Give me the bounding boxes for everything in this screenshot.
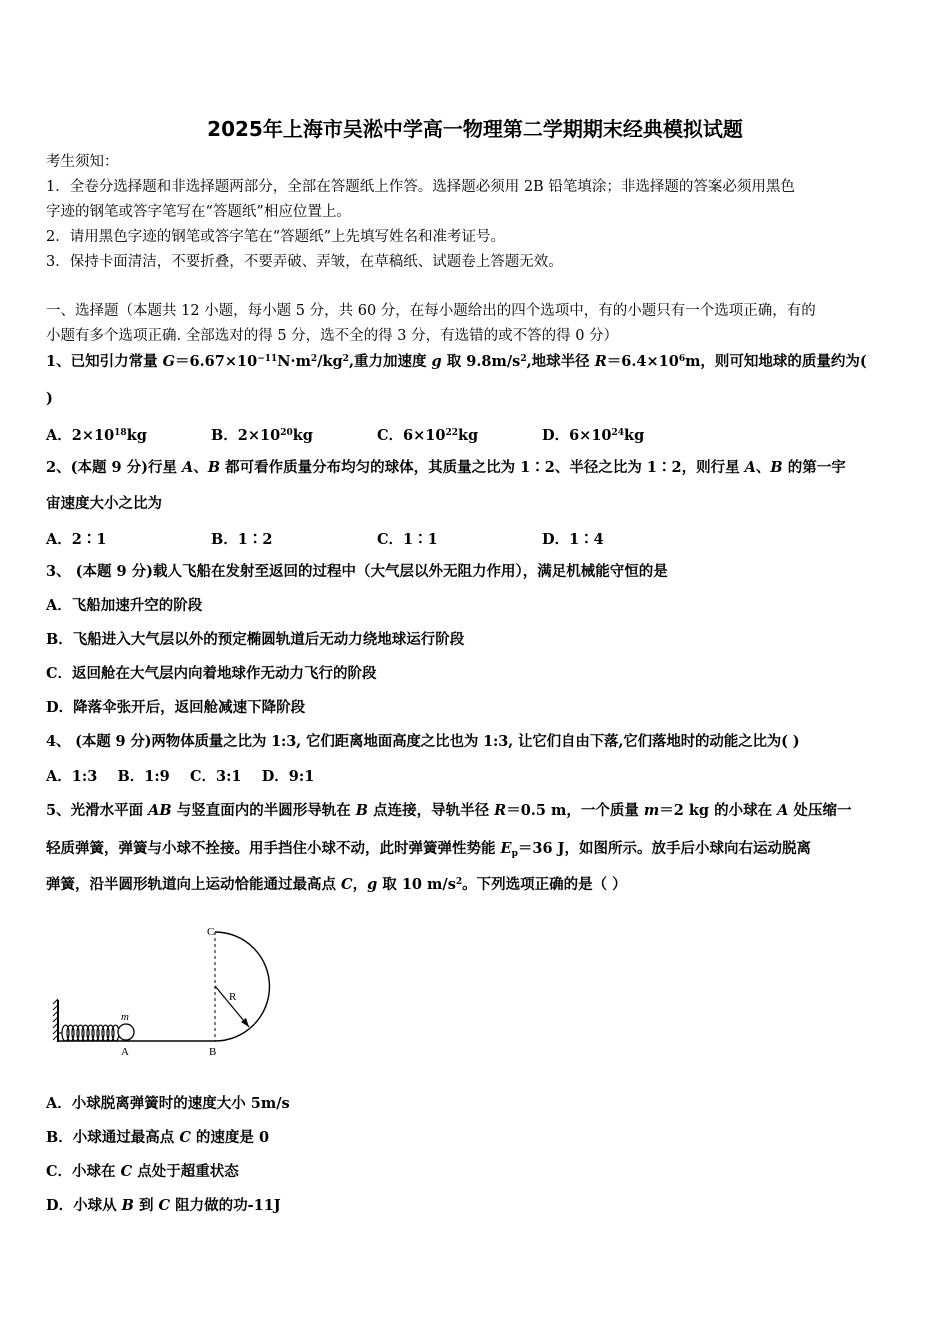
question-5-stem-line-3: 弹簧，沿半圆形轨道向上运动恰能通过最高点 C，g 取 10 $m/s^2$。下列选项正确的是（ ） bbox=[46, 876, 627, 893]
question-5-option-c: C．小球在 C 点处于超重状态 bbox=[46, 1163, 239, 1180]
question-4-options: A．1:3 B．1:9 C．3:1 D．9:1 bbox=[46, 768, 315, 785]
label-a: A bbox=[121, 1046, 129, 1058]
label-c: C bbox=[207, 926, 215, 938]
spring-track-figure bbox=[50, 920, 280, 1060]
notice-item-2: 2．请用黑色字迹的钢笔或答字笔在“答题纸”上先填写姓名和准考证号。 bbox=[46, 229, 506, 245]
notice-item-1-line-1: 1．全卷分选择题和非选择题两部分，全部在答题纸上作答。选择题必须用 2B 铅笔填涂；非选择题的答案必须用黑色 bbox=[46, 179, 795, 195]
notice-heading: 考生须知： bbox=[46, 154, 119, 170]
ball bbox=[118, 1024, 134, 1040]
question-1-option-d: D．$6\times 10^{24}kg$ bbox=[542, 427, 645, 444]
section-heading-line-1: 一、选择题（本题共 12 小题，每小题 5 分，共 60 分，在每小题给出的四个选项中，有的小题只有一个选项正确，有的 bbox=[46, 303, 816, 319]
question-3-stem: 3、 (本题 9 分)载人飞船在发射至返回的过程中（大气层以外无阻力作用），满足机械能守恒的是 bbox=[46, 563, 668, 580]
question-1-option-b: B．$2\times 10^{20}kg$ bbox=[211, 427, 313, 444]
question-2-stem: 2、(本题 9 分)行星 A、B 都可看作质量分布均匀的球体，其质量之比为 1∶2、半径之比为 1∶2，则行星 A、B 的第一宇 bbox=[46, 459, 846, 476]
question-2-option-c: C．1∶1 bbox=[377, 531, 438, 548]
question-5-stem-line-2: 轻质弹簧，弹簧与小球不拴接。用手挡住小球不动，此时弹簧弹性势能 $E_p=36$ J，如图所示。放手后小球向右运动脱离 bbox=[46, 840, 811, 859]
section-heading-line-2: 小题有多个选项正确. 全部选对的得 5 分，选不全的得 3 分，有选错的或不答的得 0 分） bbox=[46, 328, 619, 344]
question-5-stem-line-1: 5、光滑水平面 AB 与竖直面内的半圆形导轨在 B 点连接，导轨半径 R＝0.5 m，一个质量 m＝2 kg 的小球在 A 处压缩一 bbox=[46, 802, 852, 819]
question-3-option-a: A．飞船加速升空的阶段 bbox=[46, 597, 203, 614]
question-5-option-d: D．小球从 B 到 C 阻力做的功-11J bbox=[46, 1197, 281, 1214]
question-4-stem: 4、 (本题 9 分)两物体质量之比为 1:3, 它们距离地面高度之比也为 1:3, 让它们自由下落,它们落地时的动能之比为( ) bbox=[46, 733, 800, 750]
question-2-option-d: D．1∶4 bbox=[542, 531, 604, 548]
question-5-option-a: A．小球脱离弹簧时的速度大小 5m/s bbox=[46, 1095, 290, 1112]
label-m: m bbox=[121, 1011, 129, 1023]
label-r: R bbox=[229, 991, 237, 1003]
question-1-option-c: C．$6\times 10^{22}kg$ bbox=[377, 427, 479, 444]
question-1-stem: 1、已知引力常量 $G=6.67\times 10^{-11}N\cdot m^2/kg^2$,重力加速度 g 取 $9.8m/s^2$,地球半径 $R=6.4\times 10^6m$，则可知地球的质量约为( bbox=[46, 353, 867, 370]
question-1-option-a: A．$2\times 10^{18}kg$ bbox=[46, 427, 147, 444]
question-3-option-c: C．返回舱在大气层内向着地球作无动力飞行的阶段 bbox=[46, 665, 377, 682]
question-1-stem-close: ) bbox=[46, 390, 53, 407]
question-3-option-d: D．降落伞张开后，返回舱减速下降阶段 bbox=[46, 699, 306, 716]
question-2-stem-line-2: 宙速度大小之比为 bbox=[46, 495, 162, 512]
notice-item-1-line-2: 字迹的钢笔或答字笔写在“答题纸”相应位置上。 bbox=[46, 204, 351, 220]
label-b: B bbox=[209, 1046, 217, 1058]
question-2-option-a: A．2∶1 bbox=[46, 531, 107, 548]
page-title: 2025年上海市吴淞中学高一物理第二学期期末经典模拟试题 bbox=[207, 117, 743, 141]
notice-item-3: 3．保持卡面清洁，不要折叠，不要弄破、弄皱，在草稿纸、试题卷上答题无效。 bbox=[46, 254, 563, 270]
semicircle-track bbox=[215, 932, 269, 1041]
question-5-option-b: B．小球通过最高点 C 的速度是 0 bbox=[46, 1129, 270, 1146]
spring bbox=[58, 1025, 119, 1041]
question-2-option-b: B．1∶2 bbox=[211, 531, 273, 548]
question-3-option-b: B．飞船进入大气层以外的预定椭圆轨道后无动力绕地球运行阶段 bbox=[46, 631, 465, 648]
